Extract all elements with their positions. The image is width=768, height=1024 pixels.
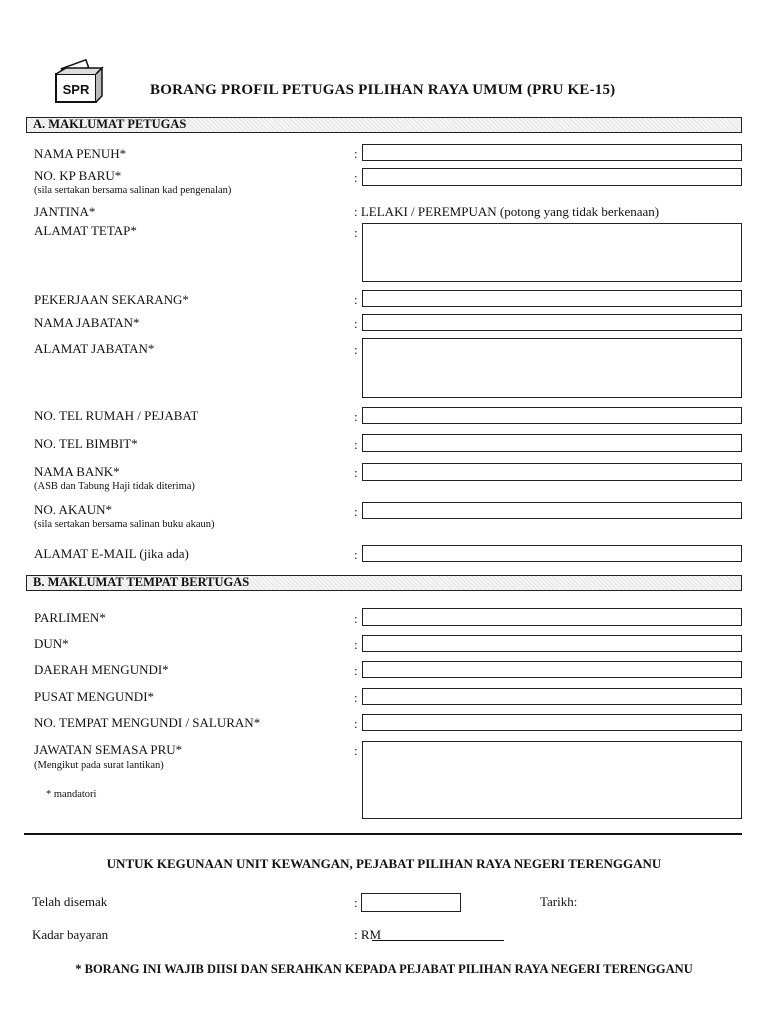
label-daerah: DAERAH MENGUNDI* — [34, 662, 169, 677]
logo-text: SPR — [62, 82, 90, 97]
jantina-options[interactable]: : LELAKI / PEREMPUAN (potong yang tidak berkenaan) — [354, 204, 660, 219]
final-instruction: * BORANG INI WAJIB DIISI DAN SERAHKAN KEPADA PEJABAT PILIHAN RAYA NEGERI TERENGGANU — [75, 962, 693, 976]
mandatori-note: * mandatori — [46, 789, 97, 800]
kadar-bayaran-line[interactable] — [372, 940, 504, 941]
label-kadar-bayaran: Kadar bayaran — [32, 927, 109, 942]
footer-divider — [24, 833, 742, 835]
label-parlimen: PARLIMEN* — [34, 610, 106, 625]
tel-rumah-field[interactable] — [362, 407, 742, 424]
label-jantina: JANTINA* — [34, 204, 96, 219]
alamat-tetap-field[interactable] — [362, 223, 742, 282]
label-no-akaun: NO. AKAUN* — [34, 502, 112, 517]
section-b-header — [26, 575, 742, 591]
rm-prefix: : RM — [354, 927, 382, 942]
nama-bank-field[interactable] — [362, 463, 742, 481]
label-dun: DUN* — [34, 636, 69, 651]
label-jawatan: JAWATAN SEMASA PRU* — [34, 742, 183, 757]
label-tempat: NO. TEMPAT MENGUNDI / SALURAN* — [34, 715, 261, 730]
label-tel-bimbit: NO. TEL BIMBIT* — [34, 436, 138, 451]
note-nama-bank: (ASB dan Tabung Haji tidak diterima) — [34, 481, 195, 492]
pekerjaan-field[interactable] — [362, 290, 742, 307]
label-nama-jabatan: NAMA JABATAN* — [34, 315, 140, 330]
no-akaun-field[interactable] — [362, 502, 742, 519]
tempat-field[interactable] — [362, 714, 742, 731]
email-field[interactable] — [362, 545, 742, 562]
parlimen-field[interactable] — [362, 608, 742, 626]
label-nama-penuh: NAMA PENUH* — [34, 146, 127, 161]
nama-penuh-field[interactable] — [362, 144, 742, 161]
pusat-field[interactable] — [362, 688, 742, 705]
jawatan-field[interactable] — [362, 741, 742, 819]
no-kp-field[interactable] — [362, 168, 742, 186]
section-a-heading: A. MAKLUMAT PETUGAS — [33, 117, 187, 131]
alamat-jabatan-field[interactable] — [362, 338, 742, 398]
note-no-akaun: (sila sertakan bersama salinan buku akaun) — [34, 519, 215, 530]
label-telah-disemak: Telah disemak — [32, 894, 108, 909]
label-tarikh: Tarikh: — [540, 894, 578, 909]
label-tel-rumah: NO. TEL RUMAH / PEJABAT — [34, 408, 199, 423]
footer-heading: UNTUK KEGUNAAN UNIT KEWANGAN, PEJABAT PILIHAN RAYA NEGERI TERENGGANU — [106, 856, 662, 871]
label-email: ALAMAT E-MAIL (jika ada) — [34, 546, 189, 561]
label-pusat: PUSAT MENGUNDI* — [34, 689, 155, 704]
label-no-kp: NO. KP BARU* — [34, 168, 122, 183]
form-title: BORANG PROFIL PETUGAS PILIHAN RAYA UMUM (PRU KE-15) — [150, 82, 616, 98]
nama-jabatan-field[interactable] — [362, 314, 742, 331]
label-pekerjaan: PEKERJAAN SEKARANG* — [34, 292, 189, 307]
label-alamat-tetap: ALAMAT TETAP* — [34, 223, 137, 238]
spr-logo — [52, 54, 106, 110]
label-nama-bank: NAMA BANK* — [34, 464, 120, 479]
telah-disemak-field[interactable] — [361, 893, 461, 912]
note-jawatan: (Mengikut pada surat lantikan) — [34, 760, 164, 771]
tel-bimbit-field[interactable] — [362, 434, 742, 452]
dun-field[interactable] — [362, 635, 742, 652]
daerah-field[interactable] — [362, 661, 742, 678]
note-no-kp: (sila sertakan bersama salinan kad pengenalan) — [34, 185, 232, 196]
section-b-heading: B. MAKLUMAT TEMPAT BERTUGAS — [33, 575, 250, 589]
label-alamat-jabatan: ALAMAT JABATAN* — [34, 341, 155, 356]
section-a-header — [26, 117, 742, 133]
